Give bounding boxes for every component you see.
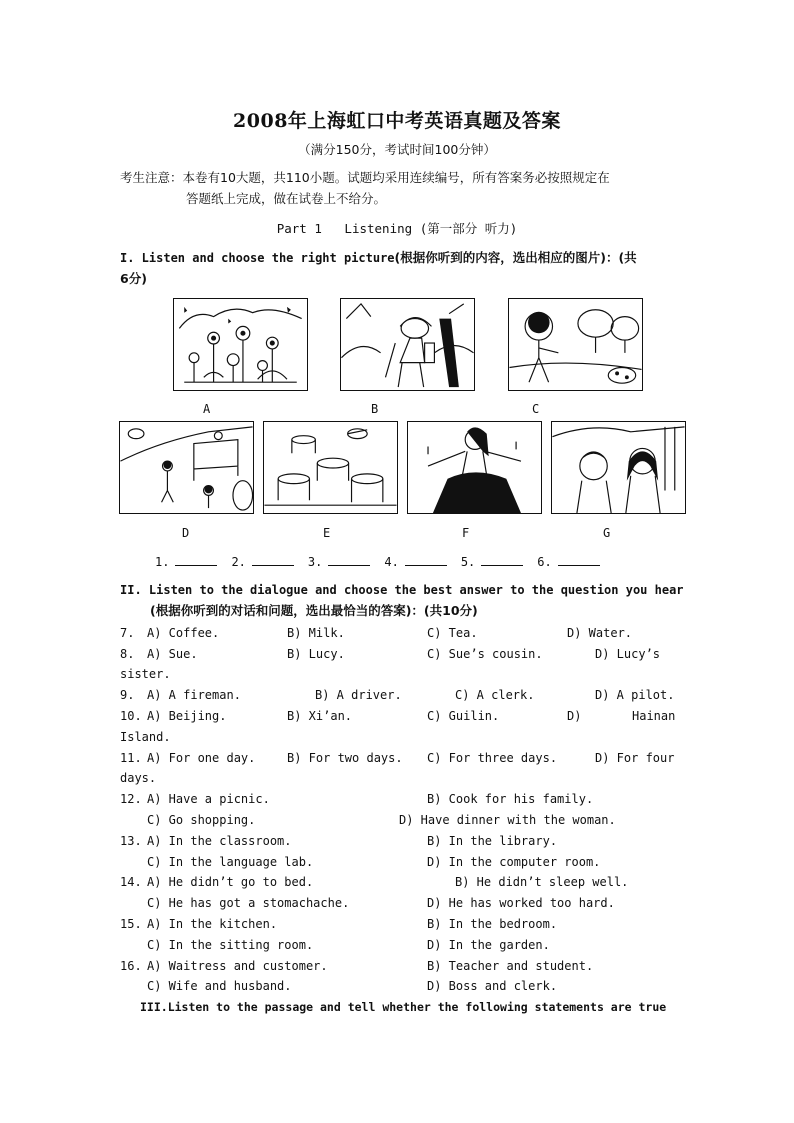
q11-number: 11. xyxy=(120,751,142,765)
q9-option-a: A) A fireman. xyxy=(147,688,241,702)
picture-e xyxy=(263,421,398,514)
section2-heading: II. Listen to the dialogue and choose the best answer to the question you hear xyxy=(120,583,684,597)
picture-label-e: E xyxy=(323,526,331,540)
q15-option-d: D) In the garden. xyxy=(427,938,550,952)
q16-option-c: C) Wife and husband. xyxy=(147,979,292,993)
q8-option-a: A) Sue. xyxy=(147,647,198,661)
q8-number: 8. xyxy=(120,647,135,661)
picture-label-a: A xyxy=(203,402,211,416)
blank-3[interactable]: 3. xyxy=(308,553,370,569)
blank-4[interactable]: 4. xyxy=(384,553,446,569)
flowers-garden-icon xyxy=(174,299,307,390)
q9-number: 9. xyxy=(120,688,135,702)
q13-option-d: D) In the computer room. xyxy=(427,855,601,869)
section1-heading: I. Listen and choose the right picture(根据你听到的内容，选出相应的图片)：(共 xyxy=(120,250,637,265)
q13-number: 13. xyxy=(120,834,142,848)
q10-option-d-wrap: Island. xyxy=(120,730,171,744)
q14-number: 14. xyxy=(120,875,142,889)
q10-option-a: A) Beijing. xyxy=(147,709,227,723)
blank-1[interactable]: 1. xyxy=(155,553,217,569)
blank-5[interactable]: 5. xyxy=(461,553,523,569)
part1-heading: Part 1 Listening (第一部分 听力) xyxy=(276,221,518,236)
q11-option-b: B) For two days. xyxy=(287,751,403,765)
q7-number: 7. xyxy=(120,626,135,640)
q13-option-b: B) In the library. xyxy=(427,834,558,848)
q12-option-a: A) Have a picnic. xyxy=(147,792,270,806)
q15-number: 15. xyxy=(120,917,142,931)
picture-f xyxy=(407,421,542,514)
q9-option-d: D) A pilot. xyxy=(595,688,675,702)
q11-option-a: A) For one day. xyxy=(147,751,256,765)
q12-option-b: B) Cook for his family. xyxy=(427,792,594,806)
q8-option-c: C) Sue’s cousin. xyxy=(427,647,543,661)
q10-option-c: C) Guilin. xyxy=(427,709,500,723)
q11-option-d: D) For four xyxy=(595,751,675,765)
q8-option-b: B) Lucy. xyxy=(287,647,345,661)
q7-option-b: B) Milk. xyxy=(287,626,345,640)
q11-option-d-wrap: days. xyxy=(120,771,157,785)
picture-c xyxy=(508,298,643,391)
q16-option-d: D) Boss and clerk. xyxy=(427,979,558,993)
q13-option-a: A) In the classroom. xyxy=(147,834,292,848)
picture-b xyxy=(340,298,475,391)
singing-woman-icon xyxy=(408,422,541,513)
q14-option-b: B) He didn’t sleep well. xyxy=(455,875,629,889)
q14-option-a: A) He didn’t go to bed. xyxy=(147,875,314,889)
section3-heading: III.Listen to the passage and tell whether the following statements are true xyxy=(140,1000,667,1014)
page-title: 2008年上海虹口中考英语真题及答案 xyxy=(233,110,561,132)
q15-option-c: C) In the sitting room. xyxy=(147,938,314,952)
q16-option-b: B) Teacher and student. xyxy=(427,959,594,973)
picture-d xyxy=(119,421,254,514)
picture-g xyxy=(551,421,686,514)
blank-6[interactable]: 6. xyxy=(537,553,599,569)
beach-volleyball-icon xyxy=(120,422,253,513)
blank-2[interactable]: 2. xyxy=(231,553,293,569)
q12-number: 12. xyxy=(120,792,142,806)
section1-heading-cont: 6分) xyxy=(120,271,147,286)
picture-label-d: D xyxy=(182,526,190,540)
q8-option-d: D) Lucy’s xyxy=(595,647,661,661)
q15-option-b: B) In the bedroom. xyxy=(427,917,558,931)
q11-option-c: C) For three days. xyxy=(427,751,558,765)
picture-label-g: G xyxy=(603,526,611,540)
girl-dog-park-icon xyxy=(509,299,642,390)
q16-number: 16. xyxy=(120,959,142,973)
q16-option-a: A) Waitress and customer. xyxy=(147,959,328,973)
q9-option-c: C) A clerk. xyxy=(455,688,535,702)
section2-heading-cn: (根据你听到的对话和问题，选出最恰当的答案)：(共10分) xyxy=(150,603,478,618)
q7-option-c: C) Tea. xyxy=(427,626,478,640)
notice-line-1: 考生注意：本卷有10大题，共110小题。试题均采用连续编号，所有答案务必按照规定在 xyxy=(120,170,610,185)
q9-option-b: B) A driver. xyxy=(315,688,402,702)
q14-option-d: D) He has worked too hard. xyxy=(427,896,615,910)
hiker-icon xyxy=(341,299,474,390)
q12-option-c: C) Go shopping. xyxy=(147,813,256,827)
q8-option-d-wrap: sister. xyxy=(120,667,171,681)
q13-option-c: C) In the language lab. xyxy=(147,855,314,869)
q7-option-a: A) Coffee. xyxy=(147,626,220,640)
q10-number: 10. xyxy=(120,709,142,723)
children-window-icon xyxy=(552,422,685,513)
answer-blanks xyxy=(155,553,614,569)
q10-option-b: B) Xi’an. xyxy=(287,709,353,723)
notice-line-2: 答题纸上完成，做在试卷上不给分。 xyxy=(186,191,387,206)
page-subtitle: （满分150分，考试时间100分钟） xyxy=(298,142,496,157)
picture-a xyxy=(173,298,308,391)
q7-option-d: D) Water. xyxy=(567,626,633,640)
q10-option-d-cont: Hainan xyxy=(632,709,676,723)
picture-label-f: F xyxy=(462,526,470,540)
picture-label-c: C xyxy=(532,402,540,416)
q12-option-d: D) Have dinner with the woman. xyxy=(399,813,616,827)
q15-option-a: A) In the kitchen. xyxy=(147,917,278,931)
q14-option-c: C) He has got a stomachache. xyxy=(147,896,350,910)
tree-stumps-bird-icon xyxy=(264,422,397,513)
q10-option-d: D) xyxy=(567,709,582,723)
picture-label-b: B xyxy=(371,402,379,416)
